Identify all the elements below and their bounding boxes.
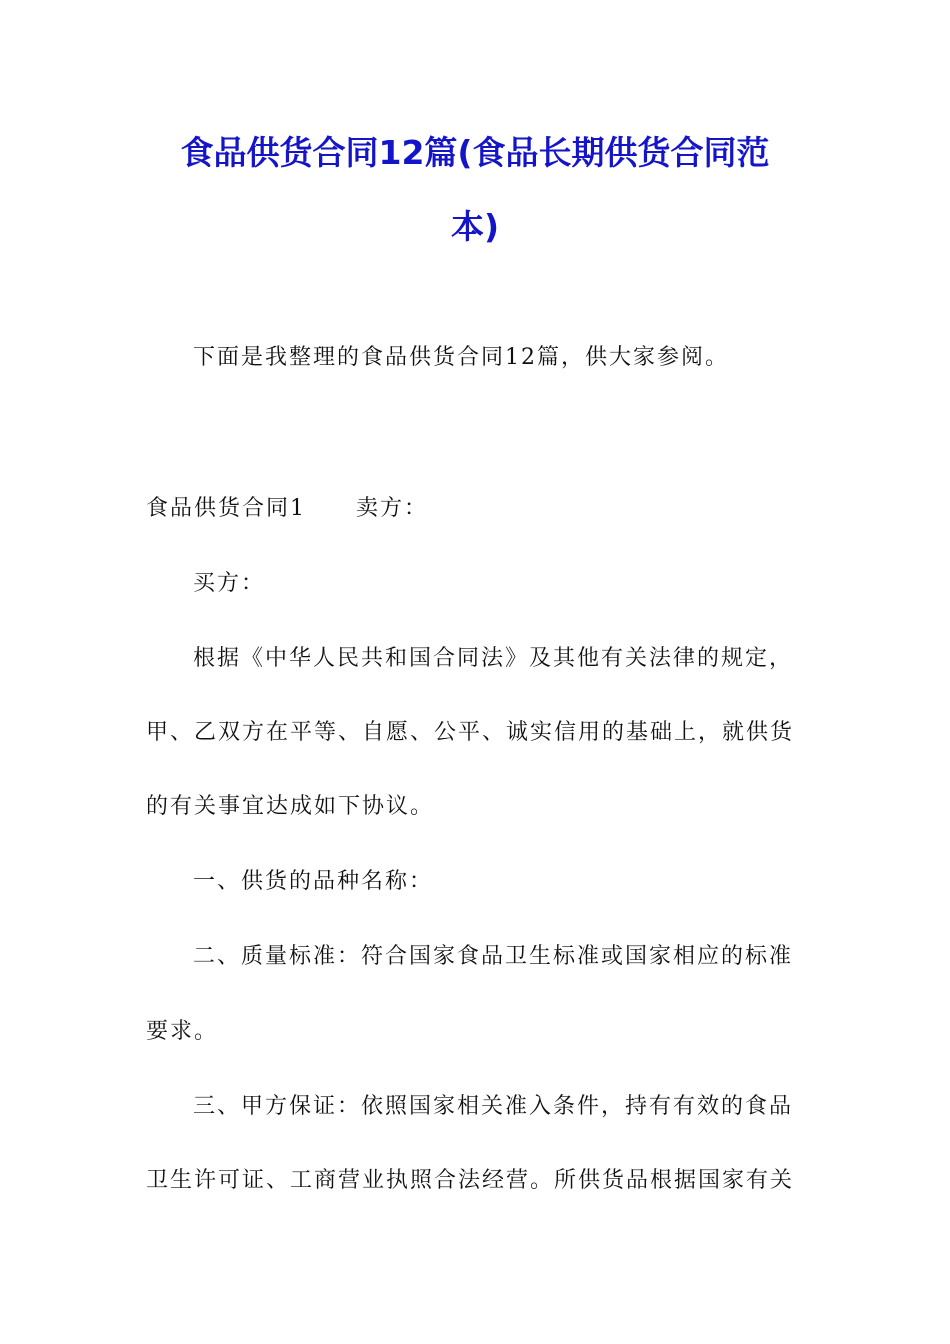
clause-3-line-2: 卫生许可证、工商营业执照合法经营。所供货品根据国家有关 <box>146 1168 795 1193</box>
intro-paragraph: 下面是我整理的食品供货合同12篇，供大家参阅。 <box>193 345 729 370</box>
clause-2-line-1: 二、质量标准：符合国家食品卫生标准或国家相应的标准 <box>193 944 794 969</box>
document-title-line-2: 本) <box>450 207 500 246</box>
clause-2-line-2: 要求。 <box>146 1019 219 1044</box>
section-heading-row <box>146 494 428 524</box>
clause-1: 一、供货的品种名称： <box>193 869 434 894</box>
paragraph-1-line-1: 根据《中华人民共和国合同法》及其他有关法律的规定， <box>193 646 794 671</box>
seller-label: 卖方： <box>356 496 429 521</box>
document-title-line-1: 食品供货合同12篇(食品长期供货合同范 <box>180 133 770 172</box>
clause-3-line-1: 三、甲方保证：依照国家相关准入条件，持有有效的食品 <box>193 1094 794 1119</box>
section-heading: 食品供货合同1 <box>146 496 306 521</box>
paragraph-1-line-2: 甲、乙双方在平等、自愿、公平、诚实信用的基础上，就供货 <box>146 720 795 745</box>
paragraph-1-line-3: 的有关事宜达成如下协议。 <box>146 794 435 819</box>
buyer-label: 买方： <box>193 571 266 596</box>
